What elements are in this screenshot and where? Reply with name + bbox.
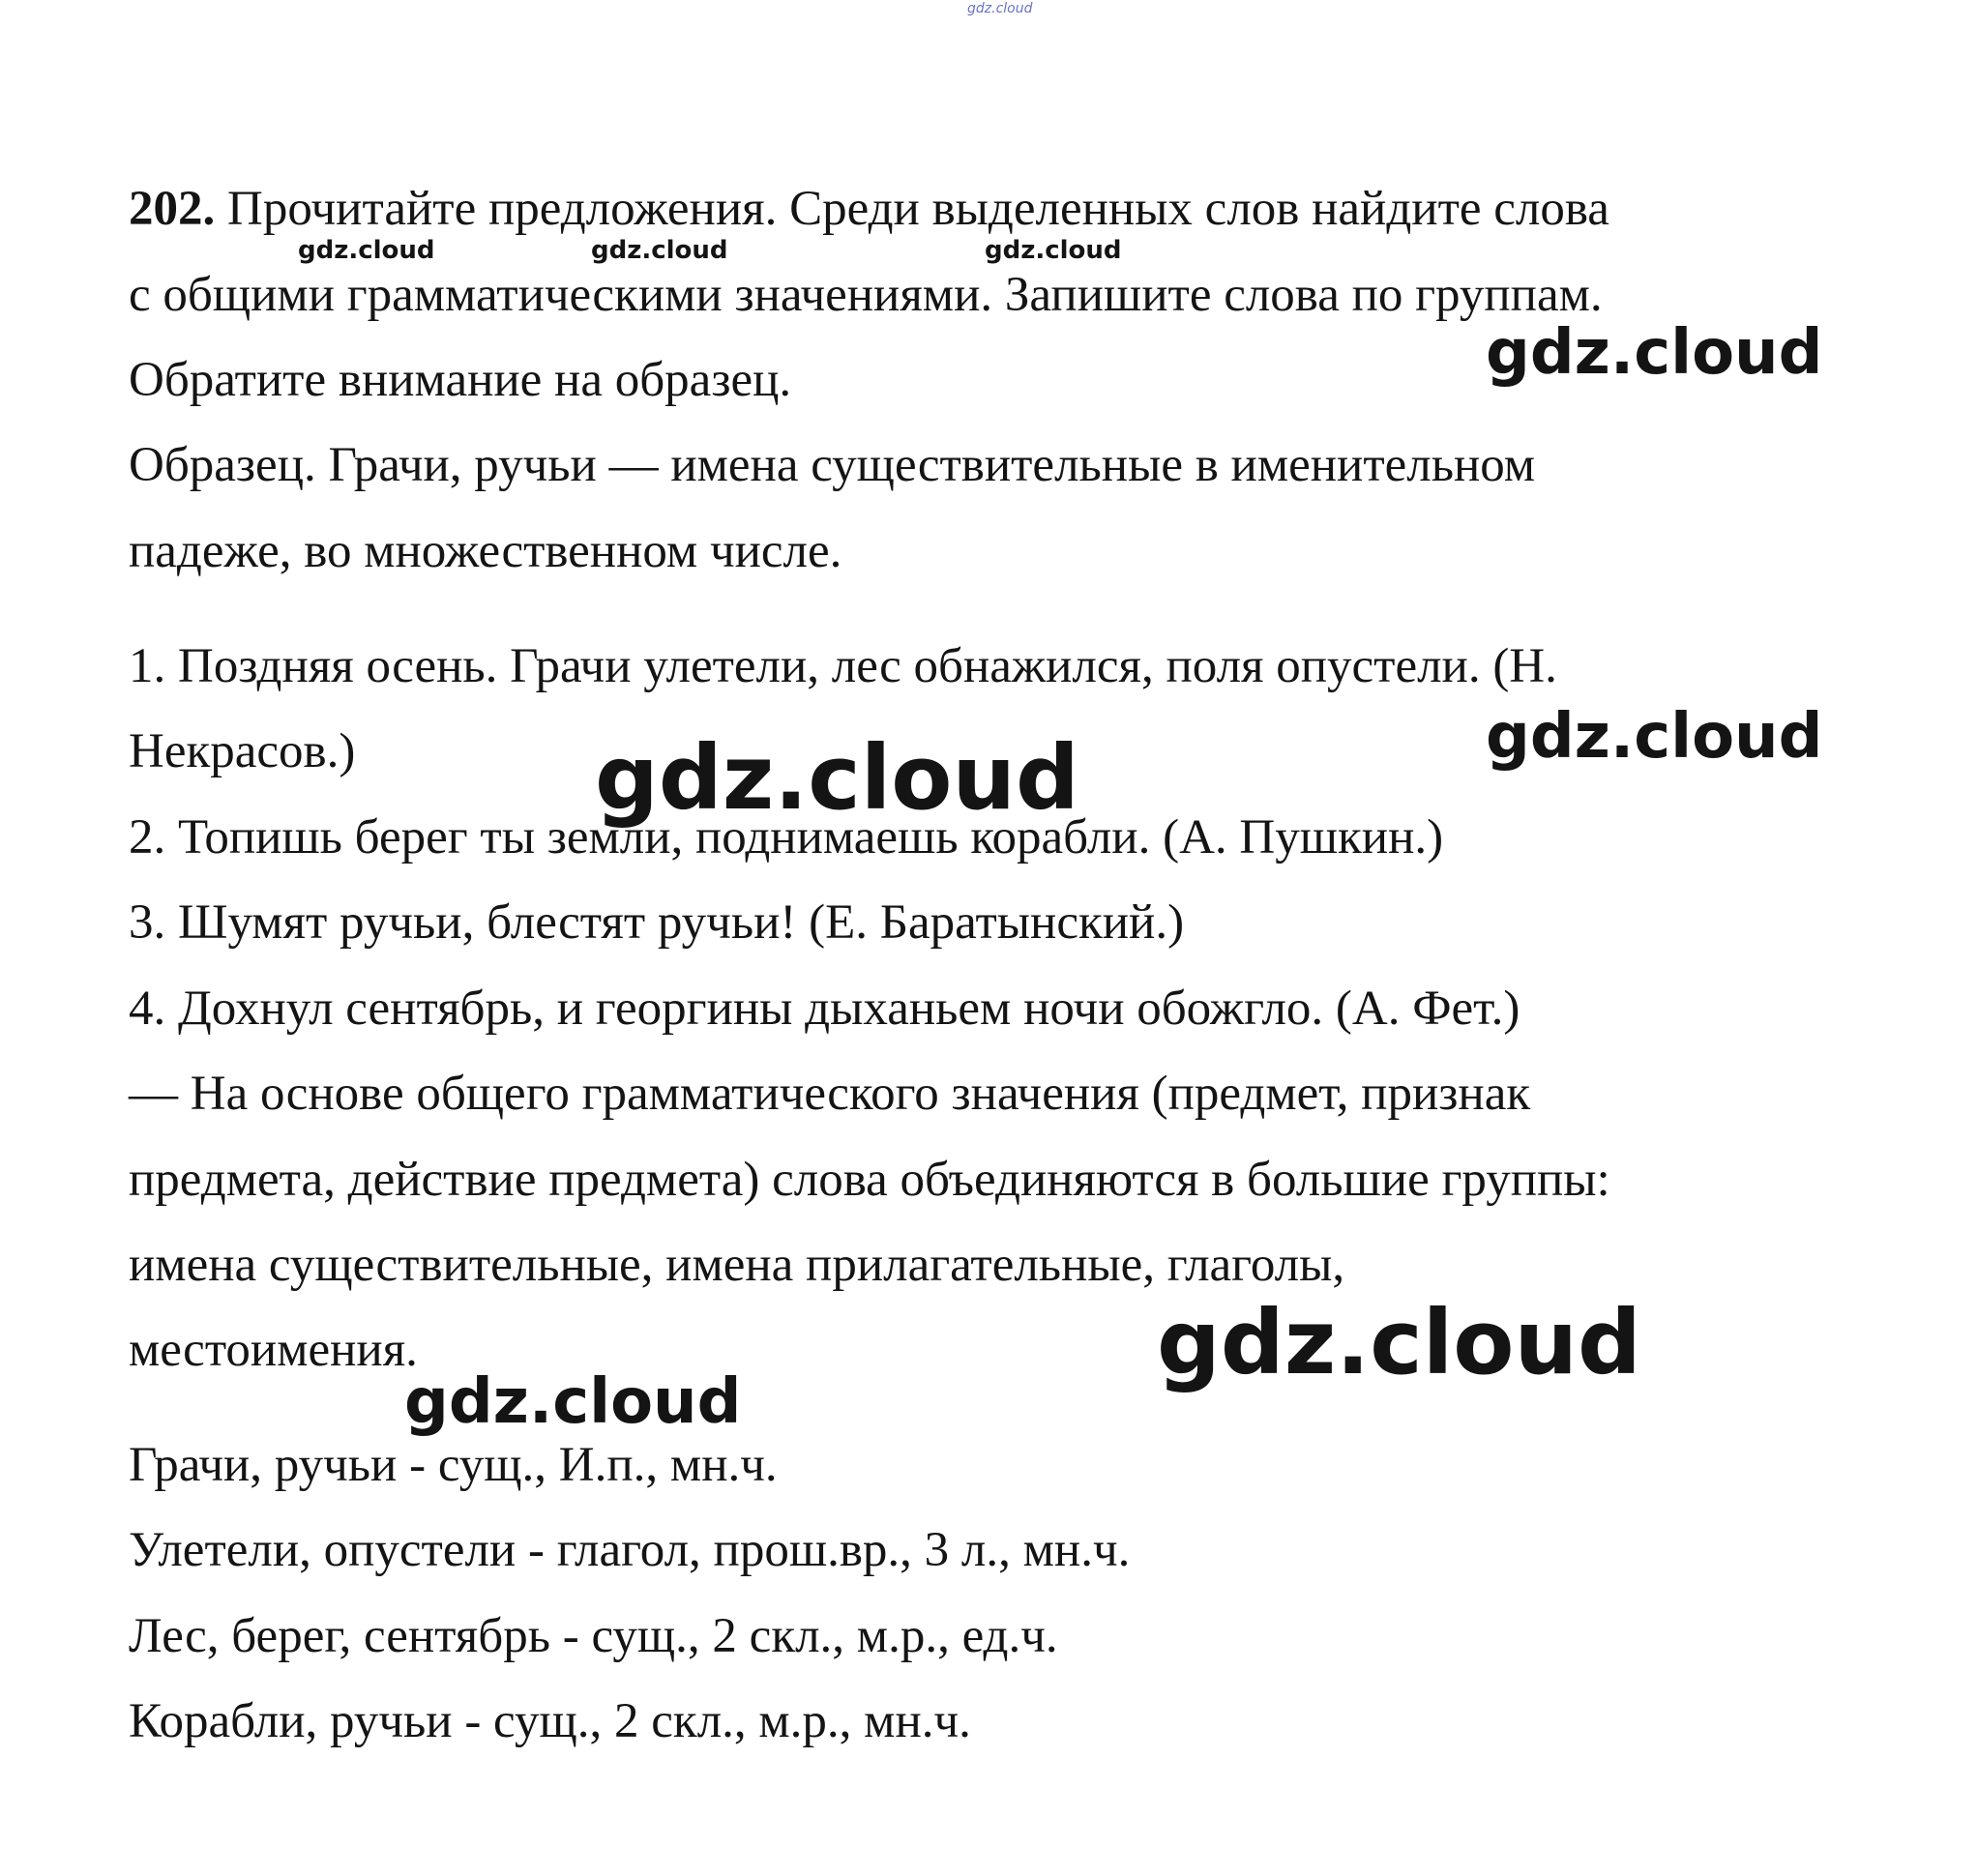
sample-line-1: Образец. Грачи, ручьи — имена существительные в именительном: [129, 438, 1536, 492]
watermark-small: gdz.cloud: [591, 236, 728, 265]
answer-line: Корабли, ручьи - сущ., 2 скл., м.р., мн.ч.: [129, 1694, 971, 1748]
watermark-big: gdz.cloud: [1157, 1291, 1641, 1394]
answer-line: Грачи, ручьи - сущ., И.п., мн.ч.: [129, 1438, 778, 1492]
theory-line: предмета, действие предмета) слова объединяются в большие группы:: [129, 1153, 1610, 1207]
watermark-mid: gdz.cloud: [1486, 317, 1823, 389]
answer-line: Улетели, опустели - глагол, прош.вр., 3 л., мн.ч.: [129, 1523, 1131, 1577]
theory-line: местоимения.: [129, 1323, 418, 1377]
watermark-small: gdz.cloud: [985, 236, 1122, 265]
theory-line: — На основе общего грамматического значения (предмет, признак: [129, 1067, 1531, 1121]
sentence-line: 4. Дохнул сентябрь, и георгины дыханьем ночи обожгло. (А. Фет.): [129, 982, 1520, 1036]
watermark-big: gdz.cloud: [595, 726, 1079, 830]
instruction-line-2: с общими грамматическими значениями. Запишите слова по группам.: [129, 268, 1603, 322]
task-number: 202.: [129, 182, 216, 236]
watermark-mid: gdz.cloud: [1486, 701, 1823, 773]
sentence-line: Некрасов.): [129, 724, 356, 778]
sentence-line: 1. Поздняя осень. Грачи улетели, лес обнажился, поля опустели. (Н.: [129, 639, 1557, 693]
sample-line-2: падеже, во множественном числе.: [129, 524, 842, 578]
watermark-mid: gdz.cloud: [404, 1366, 742, 1438]
instruction-line-1: 202. Прочитайте предложения. Среди выделенных слов найдите слова: [129, 182, 1609, 236]
sentence-line: 3. Шумят ручьи, блестят ручьи! (Е. Баратынский.): [129, 895, 1185, 950]
watermark-top: gdz.cloud: [967, 1, 1033, 16]
instruction-line-3: Обратите внимание на образец.: [129, 353, 792, 407]
answer-line: Лес, берег, сентябрь - сущ., 2 скл., м.р., ед.ч.: [129, 1609, 1058, 1663]
theory-line: имена существительные, имена прилагательные, глаголы,: [129, 1238, 1345, 1292]
sentence-line: 2. Топишь берег ты земли, поднимаешь корабли. (А. Пушкин.): [129, 810, 1444, 865]
watermark-small: gdz.cloud: [298, 236, 435, 265]
